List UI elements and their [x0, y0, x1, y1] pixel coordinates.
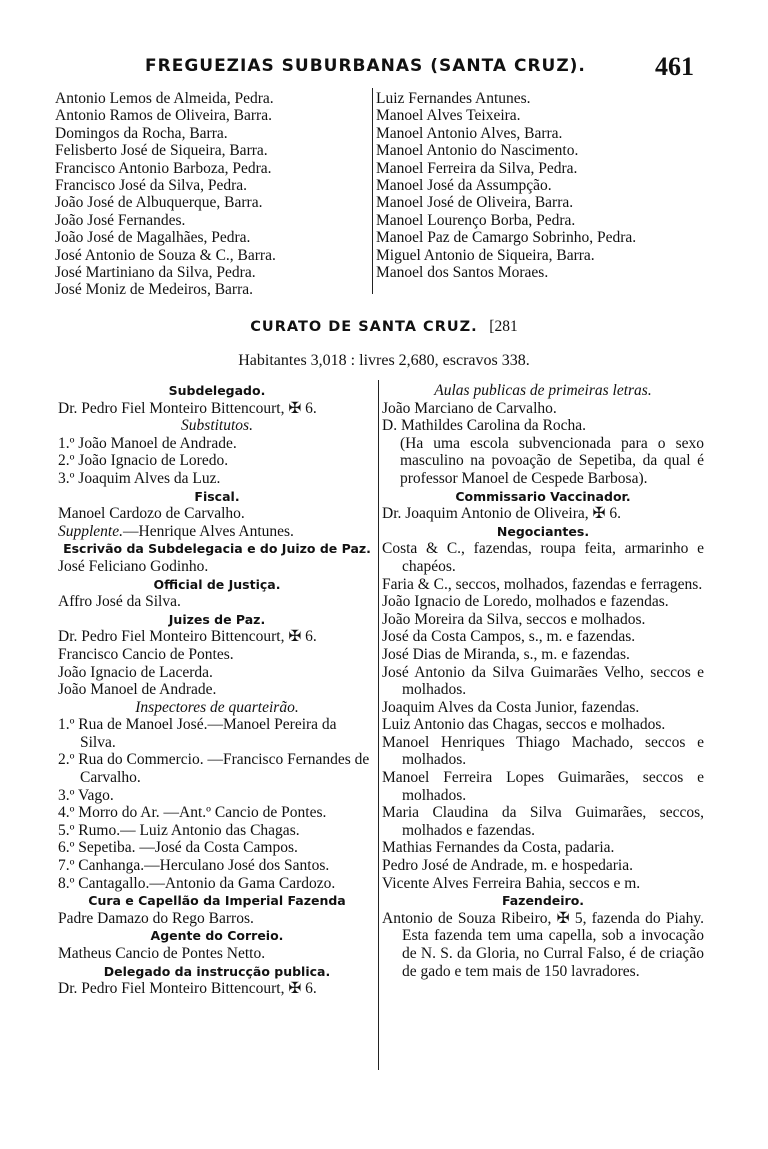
entry: Francisco Cancio de Pontes.	[58, 645, 234, 663]
entry: Faria & C., seccos, molhados, fazendas e ferragens.	[382, 575, 703, 593]
entry: Padre Damazo do Rego Barros.	[58, 909, 254, 927]
entry: Maria Claudina da Silva Guimarães, seccos, molhados e fazendas.	[382, 804, 704, 839]
list-item: Antonio Lemos de Almeida, Pedra.	[55, 90, 274, 107]
entry: Dr. Pedro Fiel Monteiro Bittencourt, ✠ 6.	[58, 399, 317, 417]
curato-title: CURATO DE SANTA CRUZ.	[250, 319, 478, 335]
entry: 2.º João Ignacio de Loredo.	[58, 452, 229, 470]
entry: José Dias de Miranda, s., m. e fazendas.	[382, 645, 630, 663]
page-number: 461	[655, 52, 694, 81]
list-item: Antonio Ramos de Oliveira, Barra.	[55, 107, 272, 125]
list-item: Manoel Ferreira da Silva, Pedra.	[376, 159, 578, 177]
entry-supplente	[58, 523, 376, 541]
population-line: Habitantes 3,018 : livres 2,680, escravos 338.	[238, 352, 530, 369]
list-item: Manoel Lourenço Borba, Pedra.	[376, 211, 576, 229]
entry: João Marciano de Carvalho.	[382, 399, 557, 417]
list-item: Manoel Paz de Camargo Sobrinho, Pedra.	[376, 229, 637, 247]
heading-delegado: Delegado da instrucção publica.	[103, 963, 331, 979]
entry: João Manoel de Andrade.	[58, 681, 217, 699]
list-item: José Moniz de Medeiros, Barra.	[55, 281, 254, 299]
left-column	[58, 382, 376, 998]
entry: 2.º Rua do Commercio. —Francisco Fernandes de Carvalho.	[58, 751, 370, 787]
list-item: João José de Magalhães, Pedra.	[55, 229, 251, 247]
heading-escrivao: Escrivão da Subdelegacia e do Juizo de Paz.	[63, 541, 371, 557]
list-item: Manoel José da Assumpção.	[376, 177, 552, 195]
supplente-label: Supplente.	[58, 522, 123, 540]
entry: João Ignacio de Lacerda.	[58, 663, 213, 681]
entry: Affro José da Silva.	[58, 593, 181, 611]
list-item: João José de Albuquerque, Barra.	[55, 194, 263, 212]
list-item: Manoel Antonio Alves, Barra.	[376, 124, 563, 142]
entry: Joaquim Alves da Costa Junior, fazendas.	[382, 698, 640, 716]
list-item: Manoel dos Santos Moraes.	[376, 264, 549, 282]
entry: Mathias Fernandes da Costa, padaria.	[382, 839, 615, 857]
running-title: FREGUEZIAS SUBURBANAS (SANTA CRUZ).	[145, 56, 586, 76]
heading-negociantes: Negociantes.	[496, 523, 590, 539]
entry: 3.º Vago.	[58, 786, 114, 804]
heading-agente: Agente do Correio.	[150, 928, 284, 944]
aulas-note: (Ha uma escola subvencionada para o sexo masculino na povoação de Sepetiba, da qual é professor Manoel de Cespede Barbosa).	[400, 434, 704, 487]
entry: Luiz Antonio das Chagas, seccos e molhados.	[382, 716, 666, 734]
entry: Costa & C., fazendas, roupa feita, armarinho e chapéos.	[382, 540, 704, 575]
list-item: José Antonio de Souza & C., Barra.	[55, 246, 276, 264]
list-item: Domingos da Rocha, Barra.	[55, 124, 228, 142]
entry: Dr. Pedro Fiel Monteiro Bittencourt, ✠ 6.	[58, 980, 317, 998]
entry: 1.º João Manoel de Andrade.	[58, 434, 237, 452]
entry: Dr. Joaquim Antonio de Oliveira, ✠ 6.	[382, 505, 622, 523]
entry: 8.º Cantagallo.—Antonio da Gama Cardozo.	[58, 874, 336, 892]
heading-fazendeiro: Fazendeiro.	[501, 893, 585, 909]
entry: 7.º Canhanga.—Herculano José dos Santos.	[58, 857, 330, 875]
right-column	[382, 382, 704, 980]
list-item: Felisberto José de Siqueira, Barra.	[55, 142, 268, 160]
entry: Antonio de Souza Ribeiro, ✠ 5, fazenda do Piahy. Esta fazenda tem uma capella, sob a invocação de N. S. da Gloria, no Curral Falso, é de criação de gado e tem mais de 150 lavradores.	[382, 909, 704, 980]
list-item: José Martiniano da Silva, Pedra.	[55, 264, 256, 282]
entry: João Moreira da Silva, seccos e molhados.	[382, 610, 646, 628]
entry: 3.º Joaquim Alves da Luz.	[58, 469, 221, 487]
list-item: Manoel Alves Teixeira.	[376, 107, 521, 125]
entry: José da Costa Campos, s., m. e fazendas.	[382, 628, 636, 646]
list-item: Manoel José de Oliveira, Barra.	[376, 194, 574, 212]
entry: Pedro José de Andrade, m. e hospedaria.	[382, 857, 633, 875]
column-divider	[378, 380, 379, 1070]
list-item: Miguel Antonio de Siqueira, Barra.	[376, 246, 595, 264]
heading-official: Official de Justiça.	[153, 576, 281, 592]
heading-cura: Cura e Capellão da Imperial Fazenda	[88, 893, 346, 909]
entry: D. Mathildes Carolina da Rocha.	[382, 417, 587, 435]
heading-inspectores: Inspectores de quarteirão.	[135, 698, 299, 716]
supplente-name: —Henrique Alves Antunes.	[123, 522, 294, 540]
column-divider	[372, 88, 373, 294]
heading-substitutos: Substitutos.	[181, 417, 253, 435]
section-title	[0, 318, 768, 336]
entry: Dr. Pedro Fiel Monteiro Bittencourt, ✠ 6.	[58, 628, 317, 646]
list-item: Luiz Fernandes Antunes.	[376, 90, 531, 107]
entry: 5.º Rumo.— Luiz Antonio das Chagas.	[58, 821, 300, 839]
entry: Manoel Cardozo de Carvalho.	[58, 505, 245, 523]
list-item: Francisco José da Silva, Pedra.	[55, 177, 247, 195]
heading-juizes: Juizes de Paz.	[168, 611, 266, 627]
entry: José Antonio da Silva Guimarães Velho, seccos e molhados.	[382, 663, 704, 699]
entry: 1.º Rua de Manoel José.—Manoel Pereira da Silva.	[58, 716, 337, 751]
heading-fiscal: Fiscal.	[194, 488, 240, 504]
entry: Vicente Alves Ferreira Bahia, seccos e m.	[382, 874, 641, 892]
top-left-list	[55, 90, 370, 299]
list-item: João José Fernandes.	[55, 211, 186, 229]
page-header	[0, 52, 768, 84]
entry: Manoel Ferreira Lopes Guimarães, seccos e molhados.	[382, 769, 704, 804]
heading-vaccinador: Commissario Vaccinador.	[455, 488, 631, 504]
entry: José Feliciano Godinho.	[58, 557, 209, 575]
list-item: Manoel Antonio do Nascimento.	[376, 142, 579, 160]
heading-aulas: Aulas publicas de primeiras letras.	[434, 382, 652, 399]
entry: Matheus Cancio de Pontes Netto.	[58, 945, 266, 962]
entry: João Ignacio de Loredo, molhados e fazendas.	[382, 593, 669, 611]
entry: 6.º Sepetiba. —José da Costa Campos.	[58, 839, 298, 857]
top-right-list	[376, 90, 696, 281]
curato-number: [281	[489, 318, 518, 335]
entry: Manoel Henriques Thiago Machado, seccos e molhados.	[382, 733, 704, 769]
heading-subdelegado: Subdelegado.	[168, 383, 266, 398]
entry: 4.º Morro do Ar. —Ant.º Cancio de Pontes.	[58, 804, 327, 822]
list-item: Francisco Antonio Barboza, Pedra.	[55, 159, 272, 177]
